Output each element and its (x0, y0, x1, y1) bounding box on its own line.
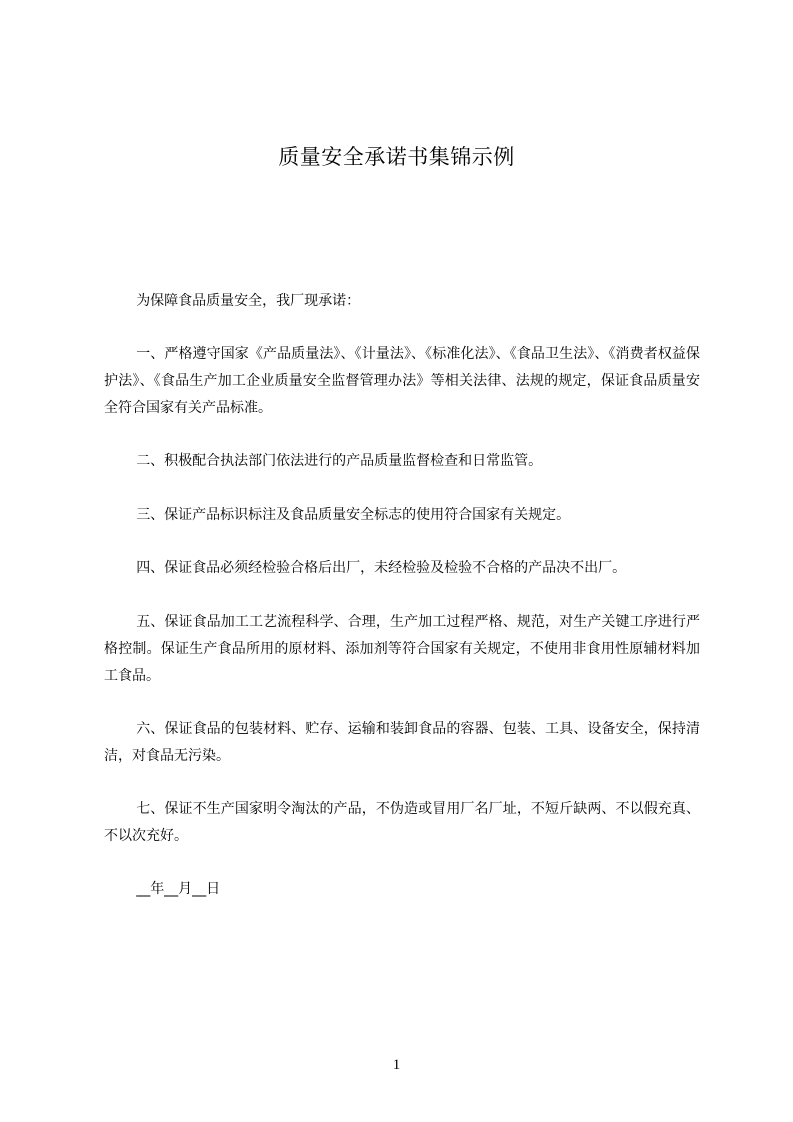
commitment-item-7: 七、保证不生产国家明令淘汰的产品，不伪造或冒用厂名厂址，不短斤缺两、不以假充真、不以次充好。 (104, 801, 700, 844)
commitment-item-6: 六、保证食品的包装材料、贮存、运输和装卸食品的容器、包装、工具、设备安全，保持清洁，对食品无污染。 (104, 721, 700, 764)
intro-paragraph: 为保障食品质量安全，我厂现承诺： (136, 293, 361, 309)
date-line: __年__月__日 (136, 881, 221, 897)
page-number: 1 (392, 1057, 401, 1073)
commitment-item-3: 三、保证产品标识标注及食品质量安全标志的使用符合国家有关规定。 (136, 507, 571, 523)
document-title: 质量安全承诺书集锦示例 (278, 145, 515, 169)
commitment-item-1: 一、严格遵守国家《产品质量法》、《计量法》、《标准化法》、《食品卫生法》、《消费者权益保护法》、《食品生产加工企业质量安全监督管理办法》等相关法律、法规的规定，保证食品质量安全符合国家有关产品标准。 (104, 346, 700, 416)
commitment-item-5: 五、保证食品加工工艺流程科学、合理，生产加工过程严格、规范，对生产关键工序进行严格控制。保证生产食品所用的原材料、添加剂等符合国家有关规定，不使用非食用性原辅材料加工食品。 (104, 614, 700, 684)
commitment-item-2: 二、积极配合执法部门依法进行的产品质量监督检查和日常监管。 (136, 453, 543, 469)
commitment-item-4: 四、保证食品必须经检验合格后出厂，未经检验及检验不合格的产品决不出厂。 (136, 560, 627, 576)
